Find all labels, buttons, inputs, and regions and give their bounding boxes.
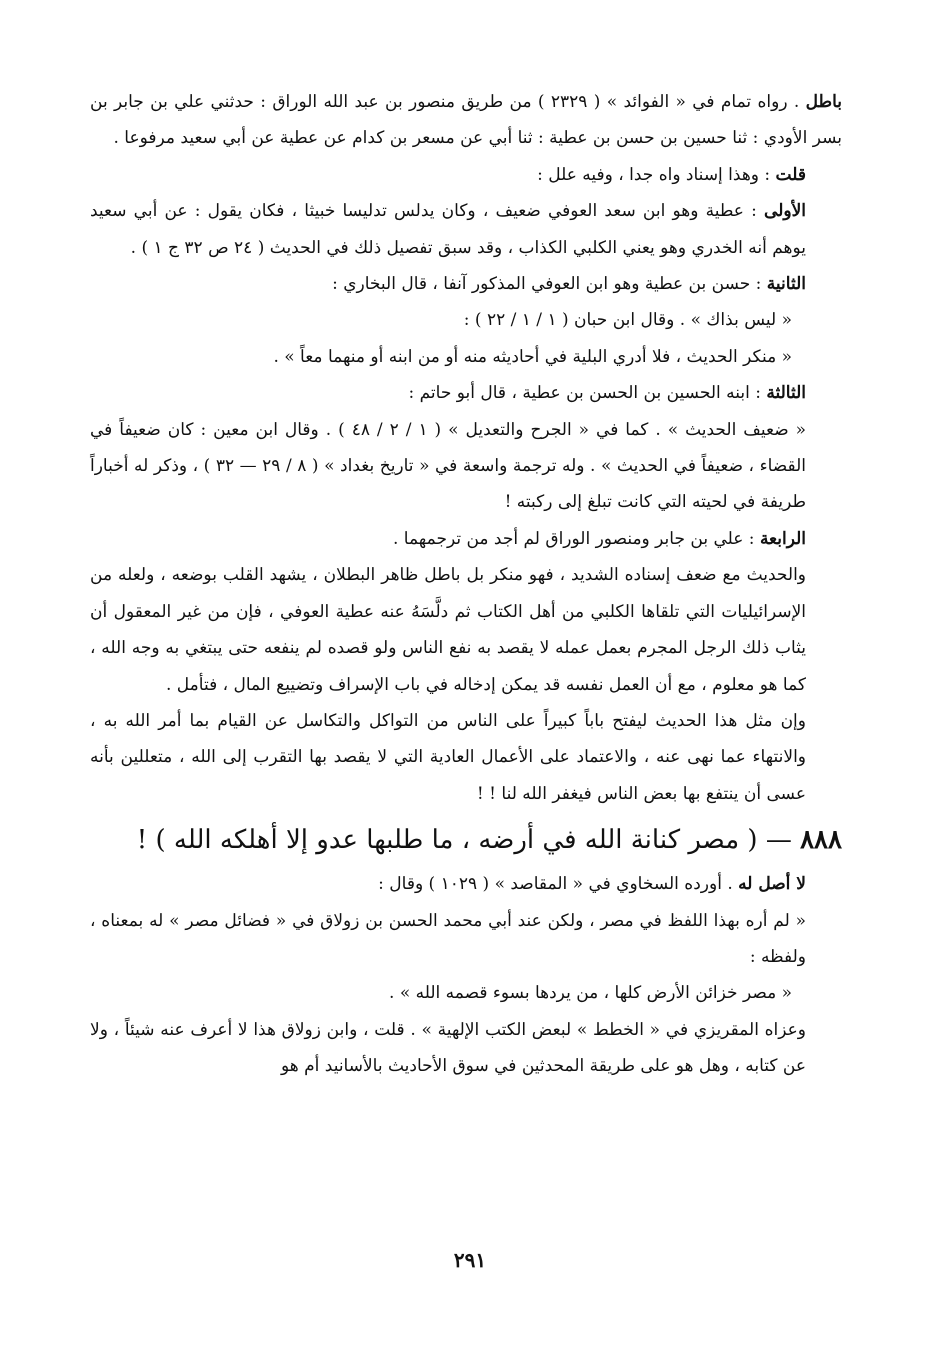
paragraph-abu-hatim: « ضعيف الحديث » . كما في « الجرح والتعديل » ( ١ / ٢ / ٤٨ ) . وقال ابن معين : كان ضعيفاً في القضاء ، ضعيفاً في الحديث » . وله ترجمة واسعة في « تاريخ بغداد » ( ٨ / ٢٩ — ٣٢ ) ، وذكر له أخباراً طريفة في لحيته التي كانت تبلغ إلى ركبته ! bbox=[90, 419, 807, 513]
paragraph-no-origin: لا أصل له . أورده السخاوي في « المقاصد » ( ١٠٢٩ ) وقال : bbox=[378, 874, 806, 895]
paragraph-third-defect: الثالثة : ابنه الحسين بن الحسن بن عطية ، قال أبو حاتم : bbox=[408, 383, 806, 404]
paragraph-warning: وإن مثل هذا الحديث ليفتح باباً كبيراً على الناس من التواكل والتكاسل عن القيام بما أمر الله به ، والانتهاء عما نهى عنه ، والاعتماد على الأعمال العادية التي لا يقصد بها التقرب إلى الله ، متعللين بأنه عسى أن ينتفع بها بعض الناس فيغفر الله لنا ! ! bbox=[90, 710, 806, 804]
page-number: ٢٩١ bbox=[453, 1248, 487, 1272]
paragraph-second-defect: الثانية : حسن بن عطية وهو ابن العوفي المذكور آنفا ، قال البخاري : bbox=[332, 274, 806, 295]
quote-sakhawi: « لم أره بهذا اللفظ في مصر ، ولكن عند أبي محمد الحسن بن زولاق في « فضائل مصر » له بمعناه ، ولفظه : bbox=[90, 910, 806, 967]
paragraph-maqrizi: وعزاه المقريزي في « الخطط » لبعض الكتب الإلهية » . قلت ، وابن زولاق هذا لا أعرف عنه شيئاً ، ولا عن كتابه ، وهل هو على طريقة المحدثين في سوق الأحاديث بالأسانيد أم هو bbox=[90, 1019, 806, 1077]
quote-ibn-hibban: « منكر الحديث ، فلا أدري البلية في أحاديثه منه أو من ابنه أو منهما معاً » . bbox=[273, 346, 792, 367]
hadith-dash: — bbox=[765, 825, 792, 856]
quote-ibn-zulaq: « مصر خزائن الأرض كلها ، من يردها بسوء قصمه الله » . bbox=[389, 983, 792, 1004]
no-origin-label: لا أصل له bbox=[738, 874, 806, 895]
fourth-defect-label: الرابعة bbox=[759, 528, 806, 549]
hadith-number: ٨٨٨ bbox=[800, 825, 842, 856]
second-defect-label: الثانية bbox=[766, 274, 806, 295]
paragraph-first-defect: الأولى : عطية وهو ابن سعد العوفي ضعيف ، وكان يدلس تدليسا خبيثا ، فكان يقول : عن أبي سعيد يوهم أنه الخدري وهو يعني الكلبي الكذاب ، وقد سبق تفصيل ذلك في الحديث ( ٢٤ ص ٣٢ ج ١ ) . bbox=[90, 201, 807, 258]
verdict-label: باطل bbox=[805, 92, 842, 112]
paragraph-qultu: قلت : وهذا إسناد واه جدا ، وفيه علل : bbox=[537, 164, 806, 185]
paragraph-analysis: والحديث مع ضعف إسناده الشديد ، فهو منكر بل باطل ظاهر البطلان ، يشهد القلب بوضعه ، ولعله من الإسرائيليات التي تلقاها الكلبي من أهل الكتاب ثم دلَّسَهُ عنه عطية العوفي ، فإن من غير المعقول أن يثاب ذلك الرجل المجرم بعمل عمله لا يقصد به نفع الناس ولو قصده لم ينفعه حتى يبتغي به وجه الله ، كما هو معلوم ، مع أن العمل نفسه قد يمكن إدخاله في باب الإسراف وتضييع المال ، فتأمل . bbox=[90, 565, 806, 695]
paragraph-batil: باطل . رواه تمام في « الفوائد » ( ٢٣٢٩ ) من طريق منصور بن عبد الله الوراق : حدثني علي بن جابر بن بسر الأودي : ثنا حسين بن حسن بن عطية : ثنا أبي عن مسعر بن كدام عن عطية عن أبي سعيد مرفوعا . bbox=[90, 92, 842, 149]
page-body bbox=[90, 84, 842, 1085]
paragraph-fourth-defect: الرابعة : علي بن جابر ومنصور الوراق لم أجد من ترجمهما . bbox=[392, 528, 806, 549]
hadith-text: ( مصر كنانة الله في أرضه ، ما طلبها عدو إلا أهلكه الله ) ! bbox=[136, 825, 758, 856]
qultu-label: قلت bbox=[775, 164, 806, 185]
hadith-heading bbox=[90, 812, 842, 866]
first-defect-label: الأولى bbox=[764, 201, 807, 222]
third-defect-label: الثالثة bbox=[766, 383, 806, 404]
quote-bukhari: « ليس بذاك » . وقال ابن حبان ( ١ / ١ / ٢٢ ) : bbox=[463, 310, 792, 331]
